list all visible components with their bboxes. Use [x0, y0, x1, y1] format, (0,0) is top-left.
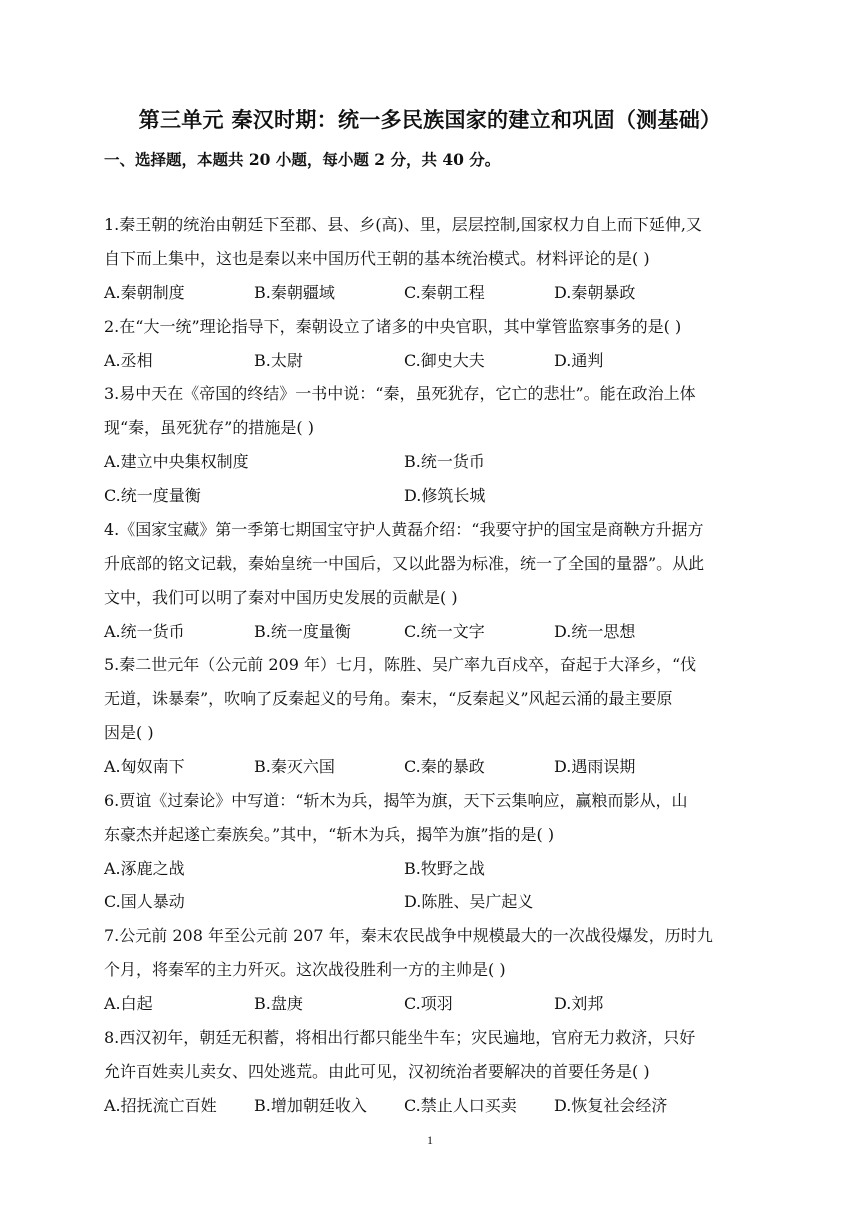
question-3-option-a: A.建立中央集权制度 [104, 452, 249, 471]
question-7-option-a: A.白起 [104, 994, 153, 1013]
question-2-option-b: B.太尉 [254, 351, 303, 370]
question-3-option-d: D.修筑长城 [404, 486, 486, 505]
question-6-option-a: A.涿鹿之战 [104, 859, 185, 878]
question-5-line-1: 5.秦二世元年（公元前 209 年）七月，陈胜、吴广率九百戍卒，奋起于大泽乡，“伐 [104, 655, 697, 674]
question-6-line-2: 东豪杰并起遂亡秦族矣。”其中，“斩木为兵，揭竿为旗”指的是( ) [104, 825, 555, 844]
question-2-line-1: 2.在“大一统”理论指导下，秦朝设立了诸多的中央官职，其中掌管监察事务的是( ) [104, 317, 682, 336]
question-2-option-a: A.丞相 [104, 351, 153, 370]
question-7-line-2: 个月，将秦军的主力歼灭。这次战役胜利一方的主帅是( ) [104, 960, 506, 979]
question-3-line-2: 现“秦，虽死犹存”的措施是( ) [104, 418, 314, 437]
question-1-option-b: B.秦朝疆域 [254, 283, 335, 302]
question-1-line-1: 1.秦王朝的统治由朝廷下至郡、县、乡(高)、里，层层控制,国家权力自上而下延伸,又 [104, 215, 702, 234]
question-7-option-d: D.刘邦 [554, 994, 604, 1013]
question-8-line-1: 8.西汉初年，朝廷无积蓄，将相出行都只能坐牛车；灾民遍地，官府无力救济，只好 [104, 1028, 696, 1047]
question-6-line-1: 6.贾谊《过秦论》中写道：“斩木为兵，揭竿为旗，天下云集响应，赢粮而影从，山 [104, 791, 688, 810]
question-5-option-b: B.秦灭六国 [254, 757, 335, 776]
question-1-option-d: D.秦朝暴政 [554, 283, 636, 302]
question-7-line-1: 7.公元前 208 年至公元前 207 年，秦末农民战争中规模最大的一次战役爆发，历时九 [104, 926, 713, 945]
question-4-line-1: 4.《国家宝藏》第一季第七期国宝守护人黄磊介绍：“我要守护的国宝是商鞅方升据方 [104, 520, 704, 539]
question-4-line-3: 文中，我们可以明了秦对中国历史发展的贡献是( ) [104, 588, 458, 607]
question-1-option-c: C.秦朝工程 [404, 283, 485, 302]
question-4-option-d: D.统一思想 [554, 622, 636, 641]
question-8-option-b: B.增加朝廷收入 [254, 1096, 367, 1115]
question-3-line-1: 3.易中天在《帝国的终结》一书中说：“秦，虽死犹存，它亡的悲壮”。能在政治上体 [104, 384, 696, 403]
question-1-line-2: 自下而上集中，这也是秦以来中国历代王朝的基本统治模式。材料评论的是( ) [104, 249, 650, 268]
question-3-option-c: C.统一度量衡 [104, 486, 201, 505]
section-heading: 一、选择题，本题共 20 小题，每小题 2 分，共 40 分。 [104, 150, 501, 169]
page-number: 1 [427, 1133, 433, 1147]
question-5-option-a: A.匈奴南下 [104, 757, 185, 776]
question-4-option-b: B.统一度量衡 [254, 622, 351, 641]
question-5-line-2: 无道，诛暴秦”，吹响了反秦起义的号角。秦末，“反秦起义”风起云涌的最主要原 [104, 689, 673, 708]
question-7-option-b: B.盘庚 [254, 994, 303, 1013]
question-8-line-2: 允许百姓卖儿卖女、四处逃荒。由此可见，汉初统治者要解决的首要任务是( ) [104, 1062, 650, 1081]
question-5-option-c: C.秦的暴政 [404, 757, 485, 776]
question-8-option-d: D.恢复社会经济 [554, 1096, 668, 1115]
question-4-line-2: 升底部的铭文记载，秦始皇统一中国后，又以此器为标准，统一了全国的量器”。从此 [104, 554, 705, 573]
question-4-option-c: C.统一文字 [404, 622, 485, 641]
question-4-option-a: A.统一货币 [104, 622, 185, 641]
question-6-option-c: C.国人暴动 [104, 892, 185, 911]
question-8-option-a: A.招抚流亡百姓 [104, 1096, 217, 1115]
question-5-line-3: 因是( ) [104, 723, 154, 742]
page-title: 第三单元 秦汉时期：统一多民族国家的建立和巩固（测基础） [138, 107, 722, 132]
question-6-option-d: D.陈胜、吴广起义 [404, 892, 534, 911]
question-3-option-b: B.统一货币 [404, 452, 485, 471]
question-2-option-d: D.通判 [554, 351, 604, 370]
question-6-option-b: B.牧野之战 [404, 859, 485, 878]
question-1-option-a: A.秦朝制度 [104, 283, 185, 302]
question-8-option-c: C.禁止人口买卖 [404, 1096, 517, 1115]
question-2-option-c: C.御史大夫 [404, 351, 485, 370]
question-5-option-d: D.遇雨误期 [554, 757, 636, 776]
question-7-option-c: C.项羽 [404, 994, 453, 1013]
